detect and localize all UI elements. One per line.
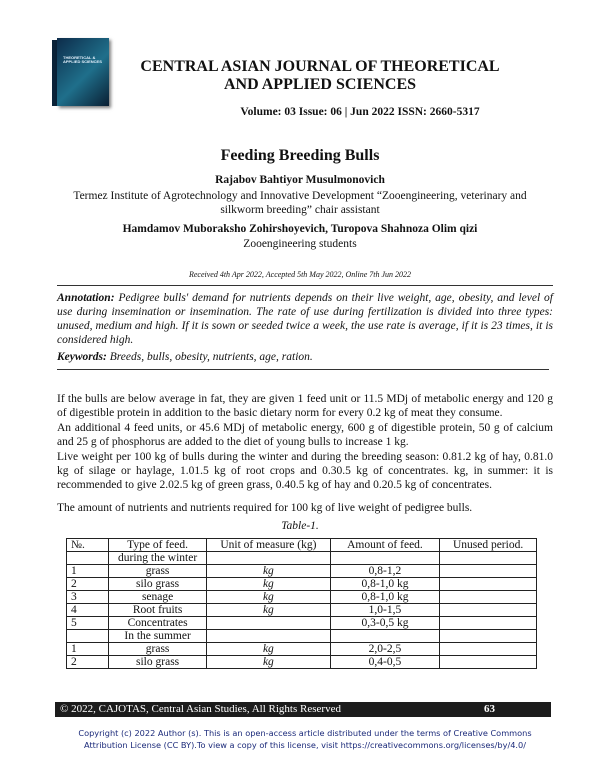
abstract-label: Annotation: [57, 292, 115, 304]
cell-amount: 0,3-0,5 kg [330, 617, 439, 630]
abstract [57, 291, 553, 347]
license-line-1: Copyright (c) 2022 Author (s). This is an open-access article distributed under the terms of Creative Commons [78, 728, 532, 738]
cell-num [67, 630, 109, 643]
paper-title: Feeding Breeding Bulls [220, 147, 380, 164]
table-caption: Table-1. [281, 520, 319, 532]
header-num: №. [67, 539, 109, 552]
cell-unit [206, 630, 330, 643]
cell-unused [440, 617, 537, 630]
cell-type: during the winter [109, 552, 207, 565]
volume-line: Volume: 03 Issue: 06 | Jun 2022 ISSN: 2660-5317 [240, 106, 480, 118]
cell-amount [330, 630, 439, 643]
table-row [67, 656, 537, 669]
cell-num [67, 552, 109, 565]
cell-unused [440, 552, 537, 565]
feed-table [66, 538, 537, 669]
divider [57, 369, 549, 370]
journal-title [120, 58, 520, 94]
cell-num: 2 [67, 578, 109, 591]
body-paragraph-4: The amount of nutrients and nutrients required for 100 kg of live weight of pedigree bulls. [57, 502, 473, 514]
cell-amount: 0,8-1,2 [330, 565, 439, 578]
cell-unit: kg [206, 565, 330, 578]
cell-unused [440, 656, 537, 669]
divider [57, 285, 553, 286]
journal-cover-text: THEORETICAL & APPLIED SCIENCES [63, 55, 102, 65]
body-paragraph-1: If the bulls are below average in fat, they are given 1 feed unit or 11.5 MDj of metabolic energy and 120 g of digestible protein in addition to the basic dietary norm for every 0.2 kg of meat they consume. [57, 393, 553, 419]
journal-title-line2: AND APPLIED SCIENCES [223, 76, 417, 93]
table-row [67, 643, 537, 656]
header-amount: Amount of feed. [330, 539, 439, 552]
cell-type: grass [109, 565, 207, 578]
header-type: Type of feed. [109, 539, 207, 552]
page-number: 63 [484, 703, 495, 715]
cell-amount: 0,8-1,0 kg [330, 591, 439, 604]
author-1: Rajabov Bahtiyor Musulmonovich [215, 174, 385, 186]
cell-type: silo grass [109, 578, 207, 591]
cell-unit: kg [206, 591, 330, 604]
keywords-label: Keywords: [57, 351, 107, 363]
body-paragraph-2: An additional 4 feed units, or 45.6 MDj of metabolic energy, 600 g of digestible protein, 50 g of calcium and 25 g of phosphorus are added to the diet of young bulls to increase 1 kg. [57, 422, 553, 448]
cell-amount [330, 552, 439, 565]
cell-unused [440, 578, 537, 591]
cell-amount: 1,0-1,5 [330, 604, 439, 617]
cell-num: 4 [67, 604, 109, 617]
cell-amount: 2,0-2,5 [330, 643, 439, 656]
journal-cover-image [57, 38, 109, 106]
keywords-text: Breeds, bulls, obesity, nutrients, age, ration. [106, 351, 313, 363]
cell-type: Concentrates [109, 617, 207, 630]
footer-bar [55, 702, 551, 717]
cell-num: 5 [67, 617, 109, 630]
table-row [67, 591, 537, 604]
cell-type: senage [109, 591, 207, 604]
cell-num: 3 [67, 591, 109, 604]
license-notice [60, 727, 550, 751]
cell-type: silo grass [109, 656, 207, 669]
table-row [67, 578, 537, 591]
cell-type: grass [109, 643, 207, 656]
abstract-text: Pedigree bulls' demand for nutrients depends on their live weight, age, obesity, and level of use during insemination or insemination. The rate of use during fertilization is divided into three types: unused, medium and high. If it is sown or seeded twice a week, the use rate is average, if it is 23 times, it is considered high. [57, 292, 553, 346]
header-unit: Unit of measure (kg) [206, 539, 330, 552]
cell-num: 1 [67, 565, 109, 578]
table-row [67, 552, 537, 565]
cell-amount: 0,4-0,5 [330, 656, 439, 669]
cell-unit [206, 552, 330, 565]
author-2: Hamdamov Muboraksho Zohirshoyevich, Turopova Shahnoza Olim qizi [122, 223, 478, 235]
cell-unit: kg [206, 643, 330, 656]
cell-unused [440, 565, 537, 578]
cell-type: Root fruits [109, 604, 207, 617]
journal-title-line1: CENTRAL ASIAN JOURNAL OF THEORETICAL [140, 58, 500, 75]
cell-type: In the summer [109, 630, 207, 643]
cell-amount: 0,8-1,0 kg [330, 578, 439, 591]
cell-unused [440, 630, 537, 643]
received-dates: Received 4th Apr 2022, Accepted 5th May 2022, Online 7th Jun 2022 [188, 270, 412, 279]
table-header-row [67, 539, 537, 552]
header-unused: Unused period. [440, 539, 537, 552]
footer-copyright: © 2022, CAJOTAS, Central Asian Studies, All Rights Reserved [60, 703, 341, 715]
affiliation-1: Termez Institute of Agrotechnology and Innovative Development “Zooengineering, veterinary and silkworm breeding” chair assistant [73, 190, 527, 216]
table-row [67, 617, 537, 630]
cell-unit: kg [206, 578, 330, 591]
cell-unit [206, 617, 330, 630]
cell-num: 1 [67, 643, 109, 656]
cell-unused [440, 604, 537, 617]
license-line-2[interactable]: Attribution License (CC BY).To view a copy of this license, visit https://creativecommons.org/licenses/by/4.0/ [84, 740, 526, 750]
table-row [67, 604, 537, 617]
cell-unused [440, 591, 537, 604]
cell-num: 2 [67, 656, 109, 669]
cell-unit: kg [206, 604, 330, 617]
cell-unused [440, 643, 537, 656]
table-row [67, 630, 537, 643]
affiliation-2: Zooengineering students [243, 238, 357, 250]
keywords [57, 351, 553, 363]
cell-unit: kg [206, 656, 330, 669]
table-row [67, 565, 537, 578]
body-paragraph-3: Live weight per 100 kg of bulls during the winter and during the breeding season: 0.81.2 kg of hay, 0.81.0 kg of silage or haylage, 1.01.5 kg of root crops and 0.30.5 kg of concentrates. kg, in summer: it is recommended to give 2.02.5 kg of green grass, 0.40.5 kg of hay and 0.20.5 kg of concentrates. [57, 451, 553, 491]
